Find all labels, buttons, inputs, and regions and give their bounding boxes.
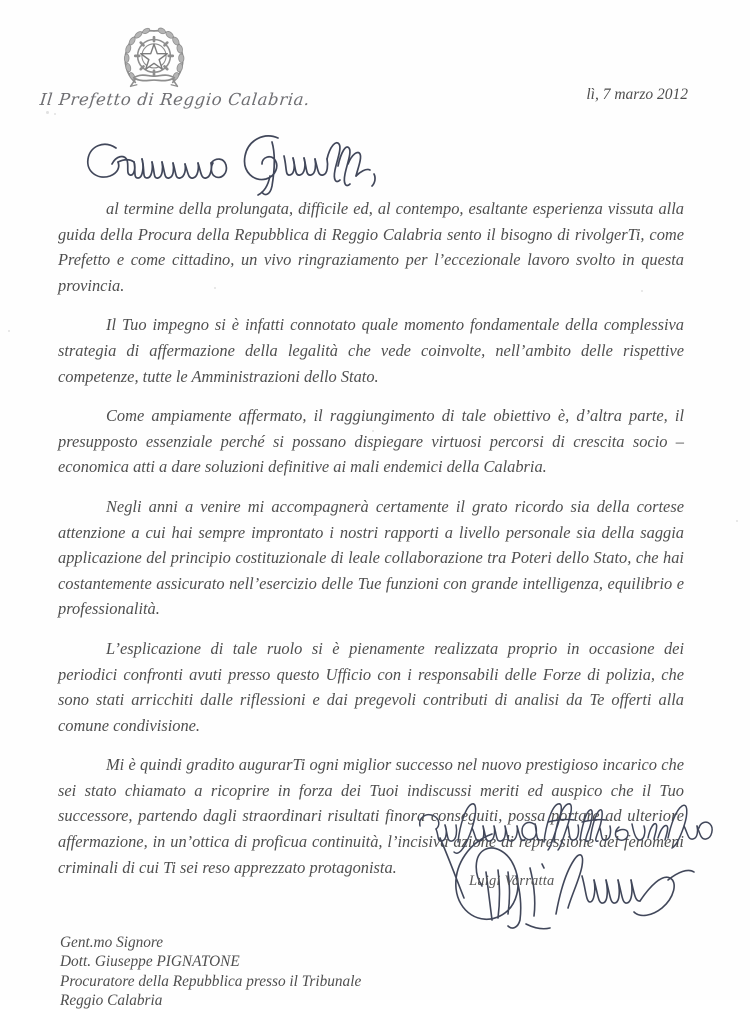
scan-speckle: [8, 330, 10, 332]
letter-body: [58, 196, 684, 894]
letterhead-office-title: Il Prefetto di Reggio Calabria.: [39, 90, 311, 109]
handwritten-salutation: [82, 126, 412, 198]
scan-speckle: [736, 520, 738, 522]
signer-printed-name: Luigi Varratta: [469, 873, 555, 889]
body-paragraph: L’esplicazione di tale ruolo si è pienamente realizzata proprio in occasione dei periodici confronti avuti presso questo Ufficio con i responsabili delle Forze di polizia, che sono stati arricchiti dalle riflessioni e dai pregevoli contributi di analisi da Te offerti alla comune condivisione.: [58, 638, 684, 735]
body-paragraph: Come ampiamente affermato, il raggiungimento di tale obiettivo è, d’altra parte, il presupposto essenziale perché si possano dispiegare virtuosi percorsi di crescita socio – economica atti a dare soluzioni definitive ai mali endemici della Calabria.: [58, 406, 684, 477]
letter-date: lì, 7 marzo 2012: [586, 86, 688, 103]
recipient-line: Gent.mo Signore: [60, 934, 164, 951]
body-paragraph: al termine della prolungata, difficile ed, al contempo, esaltante esperienza vissuta alla guida della Procura della Repubblica di Reggio Calabria sento il bisogno di rivolgerTi, come Prefetto e come cittadino, un vivo ringraziamento per l’eccezionale lavoro svolto in questa provincia.: [58, 199, 684, 295]
recipient-line: Dott. Giuseppe PIGNATONE: [60, 953, 240, 971]
recipient-line: Reggio Calabria: [60, 992, 163, 1010]
body-paragraph: Negli anni a venire mi accompagnerà certamente il grato ricordo sia della cortese attenzione a cui hai sempre improntato i nostri rapporti a livello personale sia della saggia applicazione del principio costituzionale di leale collaborazione tra Poteri dello Stato, che hai costantemente assicurato nell’esercizio delle Tue funzioni con grande intelligenza, equilibrio e professionalità.: [58, 496, 684, 619]
scan-speckle: [54, 113, 56, 115]
emblem-of-italy-icon: [114, 20, 194, 98]
recipient-line: Procuratore della Repubblica presso il Tribunale: [60, 972, 362, 990]
body-paragraph: Mi è quindi gradito augurarTi ogni miglior successo nel nuovo prestigioso incarico che sei stato chiamato a ricoprire in forza dei Tuoi indiscussi meriti ed auspico che il Tuo successore, partendo dagli straordinari risultati finora conseguiti, possa portare ad ulteriore affermazione, in un’ottica di proficua continuità, l’incisiva azione di repressione dei fenomeni criminali di cui Ti sei reso apprezzato protagonista.: [58, 755, 684, 877]
scan-speckle: [46, 111, 49, 114]
body-paragraph: Il Tuo impegno si è infatti connotato quale momento fondamentale della complessiva strategia di affermazione della legalità che vede coinvolte, nell’ambito delle rispettive competenze, tutte le Amministrazioni dello Stato.: [58, 315, 684, 386]
recipient-block: [60, 933, 361, 1011]
